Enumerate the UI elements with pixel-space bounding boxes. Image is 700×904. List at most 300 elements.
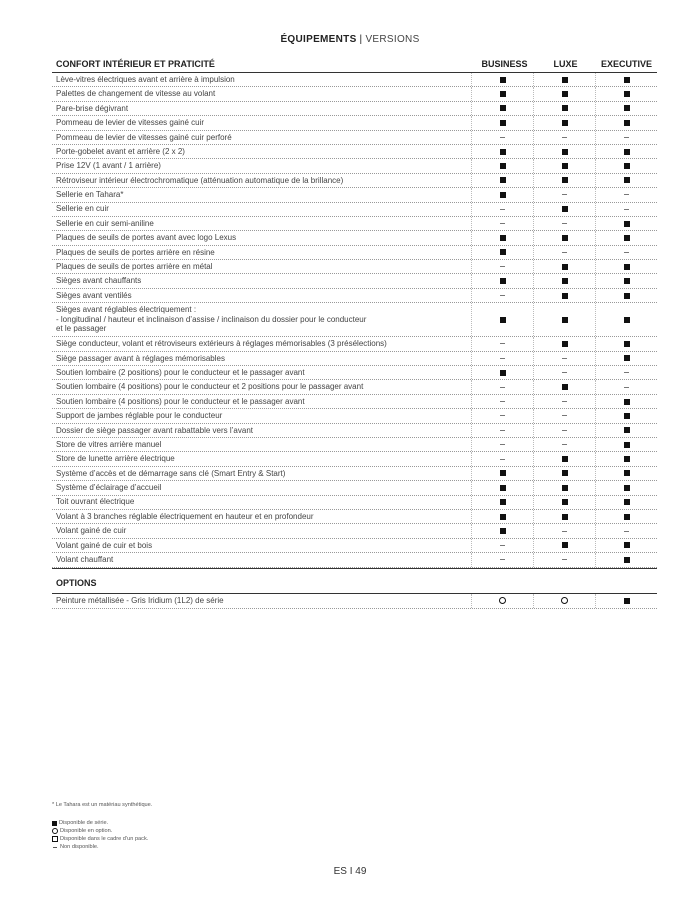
row-label: Système d’accès et de démarrage sans clé (Smart Entry & Start): [56, 468, 286, 478]
table-row: [52, 131, 657, 145]
availability-cell: [471, 246, 533, 259]
table-row: [52, 203, 657, 217]
availability-cell: [533, 352, 595, 365]
standard-square-icon: [562, 456, 568, 462]
not-available-dash-icon: [500, 137, 505, 138]
table-row: [52, 395, 657, 409]
standard-square-icon: [500, 120, 506, 126]
availability-cell: [471, 145, 533, 158]
standard-square-icon: [624, 399, 630, 405]
not-available-dash-icon: [500, 415, 505, 416]
table-row: [52, 352, 657, 366]
column-executive: EXECUTIVE: [600, 58, 652, 69]
standard-square-icon: [624, 499, 630, 505]
availability-cell: [533, 496, 595, 509]
not-available-dash-icon: [562, 444, 567, 445]
not-available-dash-icon: [624, 137, 629, 138]
availability-cell: [471, 352, 533, 365]
standard-square-icon: [562, 341, 568, 347]
row-label: Store de lunette arrière électrique: [56, 454, 175, 464]
table-row: [52, 116, 657, 130]
table-row: [52, 539, 657, 553]
availability-cell: [595, 159, 657, 172]
standard-square-icon: [562, 206, 568, 212]
standard-square-icon: [624, 485, 630, 491]
availability-cell: [533, 217, 595, 230]
availability-cell: [471, 131, 533, 144]
row-label: Plaques de seuils de portes avant avec logo Lexus: [56, 233, 237, 243]
table-row: [52, 246, 657, 260]
standard-square-icon: [500, 105, 506, 111]
availability-cell: [533, 594, 595, 608]
not-available-dash-icon: [624, 209, 629, 210]
availability-cell: [595, 395, 657, 408]
availability-cell: [471, 424, 533, 437]
row-label: Pare-brise dégivrant: [56, 103, 129, 113]
row-label: Volant gainé de cuir: [56, 526, 127, 536]
page-number: ES I 49: [333, 866, 367, 877]
row-label: Volant chauffant: [56, 555, 114, 565]
page-title: [0, 34, 700, 45]
not-available-dash-icon: [562, 223, 567, 224]
section-label-options: OPTIONS: [56, 577, 97, 588]
row-label: Pommeau de levier de vitesses gainé cuir: [56, 118, 205, 128]
availability-cell: [471, 337, 533, 350]
availability-cell: [471, 188, 533, 201]
availability-cell: [595, 116, 657, 129]
availability-cell: [533, 510, 595, 523]
not-available-dash-icon: [500, 387, 505, 388]
standard-square-icon: [624, 105, 630, 111]
standard-square-icon: [624, 77, 630, 83]
row-label: Rétroviseur intérieur électrochromatique (atténuation automatique de la brillance): [56, 175, 344, 185]
availability-cell: [533, 131, 595, 144]
legend-item: [52, 827, 148, 835]
row-label: Sellerie en Tahara*: [56, 190, 124, 200]
availability-cell: [471, 524, 533, 537]
availability-cell: [533, 87, 595, 100]
availability-cell: [533, 424, 595, 437]
standard-square-icon: [500, 370, 506, 376]
standard-square-icon: [562, 499, 568, 505]
availability-cell: [595, 438, 657, 451]
availability-cell: [471, 467, 533, 480]
standard-square-icon: [500, 317, 506, 323]
availability-cell: [595, 424, 657, 437]
table-row: [52, 188, 657, 202]
row-label: Volant à 3 branches réglable électriquement en hauteur et en profondeur: [56, 511, 314, 521]
availability-cell: [471, 496, 533, 509]
row-label: Plaques de seuils de portes arrière en métal: [56, 262, 213, 272]
legend-text: Disponible en option.: [60, 828, 113, 834]
standard-square-icon: [562, 384, 568, 390]
table-row: [52, 274, 657, 288]
availability-cell: [533, 409, 595, 422]
availability-cell: [471, 594, 533, 608]
availability-cell: [595, 303, 657, 336]
standard-square-icon: [562, 177, 568, 183]
standard-square-icon: [562, 120, 568, 126]
availability-cell: [595, 217, 657, 230]
standard-square-icon: [624, 542, 630, 548]
table-row: [52, 481, 657, 495]
row-label: Système d’éclairage d’accueil: [56, 483, 162, 493]
row-label: Volant gainé de cuir et bois: [56, 540, 153, 550]
standard-square-icon: [624, 598, 630, 604]
standard-square-icon: [562, 470, 568, 476]
availability-cell: [533, 452, 595, 465]
availability-cell: [471, 217, 533, 230]
standard-square-icon: [624, 177, 630, 183]
availability-cell: [533, 231, 595, 244]
standard-square-icon: [562, 293, 568, 299]
not-available-dash-icon: [624, 387, 629, 388]
standard-square-icon: [624, 317, 630, 323]
standard-square-icon: [624, 514, 630, 520]
availability-cell: [471, 102, 533, 115]
availability-cell: [471, 87, 533, 100]
availability-cell: [595, 260, 657, 273]
row-label: Dossier de siège passager avant rabattable vers l’avant: [56, 425, 253, 435]
standard-square-icon: [500, 485, 506, 491]
table-row: [52, 73, 657, 87]
availability-cell: [471, 452, 533, 465]
table-row: [52, 87, 657, 101]
standard-square-icon: [624, 235, 630, 241]
standard-square-icon: [562, 77, 568, 83]
availability-cell: [595, 594, 657, 608]
standard-square-icon: [624, 163, 630, 169]
standard-square-icon: [562, 163, 568, 169]
not-available-dash-icon: [500, 295, 505, 296]
availability-cell: [471, 231, 533, 244]
standard-square-icon: [624, 149, 630, 155]
table-row: [52, 303, 657, 337]
table-row: [52, 594, 657, 609]
availability-cell: [471, 274, 533, 287]
not-available-dash-icon: [562, 531, 567, 532]
row-label: Peinture métallisée - Gris Iridium (1L2) de série: [56, 595, 224, 605]
availability-cell: [533, 539, 595, 552]
availability-cell: [595, 337, 657, 350]
availability-cell: [533, 274, 595, 287]
table-row: [52, 366, 657, 380]
equipment-table: [52, 55, 657, 609]
standard-square-icon: [562, 542, 568, 548]
legend-text: Disponible dans le cadre d’un pack.: [60, 836, 149, 842]
row-label: Sièges avant chauffants: [56, 276, 142, 286]
table-row: [52, 159, 657, 173]
table-row: [52, 409, 657, 423]
footnote: * Le Tahara est un matériau synthétique.: [52, 802, 153, 808]
availability-cell: [533, 380, 595, 393]
table-body: [52, 73, 657, 568]
availability-cell: [471, 481, 533, 494]
standard-square-icon: [562, 149, 568, 155]
standard-square-icon: [624, 470, 630, 476]
availability-cell: [533, 145, 595, 158]
standard-square-icon: [562, 105, 568, 111]
column-business: BUSINESS: [481, 58, 528, 69]
row-label: Prise 12V (1 avant / 1 arrière): [56, 161, 161, 171]
standard-square-icon: [500, 163, 506, 169]
availability-cell: [595, 188, 657, 201]
standard-square-icon: [500, 499, 506, 505]
availability-cell: [533, 553, 595, 566]
row-label: Lève-vitres électriques avant et arrière à impulsion: [56, 74, 235, 84]
legend-text: Non disponible.: [60, 844, 99, 850]
not-available-dash-icon: [500, 430, 505, 431]
row-label: Sellerie en cuir semi-aniline: [56, 218, 154, 228]
row-label: Siège passager avant à réglages mémorisables: [56, 353, 225, 363]
availability-cell: [595, 366, 657, 379]
table-row: [52, 337, 657, 351]
not-available-dash-icon: [624, 372, 629, 373]
not-available-dash-icon: [562, 372, 567, 373]
standard-square-icon: [500, 192, 506, 198]
not-available-dash-icon: [624, 194, 629, 195]
row-label: Sellerie en cuir: [56, 204, 109, 214]
not-available-dash-icon: [624, 252, 629, 253]
standard-square-icon: [624, 442, 630, 448]
not-available-dash-icon: [500, 459, 505, 460]
standard-square-icon: [500, 514, 506, 520]
availability-cell: [595, 539, 657, 552]
row-label: Soutien lombaire (4 positions) pour le conducteur et le passager avant: [56, 396, 305, 406]
availability-cell: [595, 231, 657, 244]
standard-square-icon: [500, 235, 506, 241]
standard-square-icon: [500, 91, 506, 97]
standard-square-icon: [562, 91, 568, 97]
availability-cell: [533, 203, 595, 216]
not-available-dash-icon: [562, 401, 567, 402]
standard-square-icon: [500, 528, 506, 534]
row-label: Toit ouvrant électrique: [56, 497, 135, 507]
table-row: [52, 496, 657, 510]
not-available-dash-icon: [562, 137, 567, 138]
dash-icon: [53, 847, 57, 848]
title-separator: |: [359, 34, 363, 45]
standard-square-icon: [624, 120, 630, 126]
table-row: [52, 424, 657, 438]
availability-cell: [533, 246, 595, 259]
availability-cell: [533, 438, 595, 451]
availability-cell: [595, 131, 657, 144]
table-row: [52, 380, 657, 394]
availability-cell: [471, 303, 533, 336]
standard-square-icon: [624, 355, 630, 361]
not-available-dash-icon: [562, 430, 567, 431]
availability-cell: [471, 366, 533, 379]
standard-square-icon: [624, 221, 630, 227]
standard-square-icon: [624, 91, 630, 97]
not-available-dash-icon: [500, 358, 505, 359]
standard-square-icon: [624, 456, 630, 462]
table-row: [52, 524, 657, 538]
option-circle-icon: [561, 597, 568, 604]
availability-cell: [471, 116, 533, 129]
availability-cell: [471, 73, 533, 86]
availability-cell: [595, 73, 657, 86]
availability-cell: [595, 524, 657, 537]
not-available-dash-icon: [562, 194, 567, 195]
table-row: [52, 510, 657, 524]
table-row: [52, 174, 657, 188]
availability-cell: [471, 438, 533, 451]
standard-square-icon: [562, 235, 568, 241]
availability-cell: [471, 174, 533, 187]
availability-cell: [533, 174, 595, 187]
standard-square-icon: [500, 249, 506, 255]
row-label: Store de vitres arrière manuel: [56, 439, 162, 449]
option-circle-icon: [499, 597, 506, 604]
standard-square-icon: [562, 514, 568, 520]
standard-square-icon: [500, 149, 506, 155]
table-row: [52, 102, 657, 116]
row-label: Pommeau de levier de vitesses gainé cuir perforé: [56, 132, 232, 142]
table-row: [52, 231, 657, 245]
availability-cell: [471, 289, 533, 302]
circle-icon: [52, 828, 58, 834]
standard-square-icon: [624, 557, 630, 563]
standard-square-icon: [500, 470, 506, 476]
availability-cell: [533, 481, 595, 494]
availability-cell: [595, 289, 657, 302]
row-label: Porte-gobelet avant et arrière (2 x 2): [56, 146, 185, 156]
availability-cell: [471, 510, 533, 523]
row-label: Siège conducteur, volant et rétroviseurs extérieurs à réglages mémorisables (3 présélections): [56, 339, 387, 349]
legend-text: Disponible de série.: [59, 820, 109, 826]
legend-item: [52, 819, 148, 827]
standard-square-icon: [562, 278, 568, 284]
not-available-dash-icon: [500, 266, 505, 267]
standard-square-icon: [500, 177, 506, 183]
availability-cell: [471, 553, 533, 566]
availability-cell: [533, 159, 595, 172]
options-header: [52, 573, 657, 594]
availability-cell: [595, 274, 657, 287]
table-row: [52, 438, 657, 452]
square-icon: [52, 821, 57, 826]
standard-square-icon: [624, 293, 630, 299]
column-luxe: LUXE: [553, 58, 578, 69]
availability-cell: [471, 409, 533, 422]
availability-cell: [595, 481, 657, 494]
standard-square-icon: [624, 413, 630, 419]
table-header: [52, 55, 657, 73]
not-available-dash-icon: [500, 559, 505, 560]
availability-cell: [471, 395, 533, 408]
not-available-dash-icon: [500, 343, 505, 344]
standard-square-icon: [624, 341, 630, 347]
row-label: Sièges avant ventilés: [56, 290, 132, 300]
not-available-dash-icon: [500, 545, 505, 546]
availability-cell: [533, 102, 595, 115]
table-row: [52, 260, 657, 274]
standard-square-icon: [562, 264, 568, 270]
not-available-dash-icon: [562, 252, 567, 253]
table-row: [52, 452, 657, 466]
table-row: [52, 217, 657, 231]
legend: [52, 819, 148, 851]
availability-cell: [533, 188, 595, 201]
not-available-dash-icon: [562, 415, 567, 416]
not-available-dash-icon: [500, 209, 505, 210]
row-label: Sièges avant réglables électriquement : - longitudinal / hauteur et inclinaison d’assise / inclinaison du dossier pour le conducteur et le passager: [56, 305, 367, 334]
availability-cell: [533, 73, 595, 86]
table-row: [52, 467, 657, 481]
legend-item: [52, 835, 148, 843]
availability-cell: [471, 260, 533, 273]
table-row: [52, 553, 657, 567]
row-label: Palettes de changement de vitesse au volant: [56, 89, 216, 99]
availability-cell: [595, 380, 657, 393]
availability-cell: [471, 539, 533, 552]
row-label: Support de jambes réglable pour le conducteur: [56, 411, 223, 421]
availability-cell: [595, 452, 657, 465]
standard-square-icon: [562, 485, 568, 491]
not-available-dash-icon: [562, 358, 567, 359]
availability-cell: [533, 524, 595, 537]
table-row: [52, 145, 657, 159]
row-label: Soutien lombaire (4 positions) pour le conducteur et 2 positions pour le passager avant: [56, 382, 364, 392]
availability-cell: [595, 510, 657, 523]
availability-cell: [595, 467, 657, 480]
row-label: Soutien lombaire (2 positions) pour le conducteur et le passager avant: [56, 367, 305, 377]
not-available-dash-icon: [500, 223, 505, 224]
standard-square-icon: [500, 278, 506, 284]
options-body: [52, 594, 657, 609]
not-available-dash-icon: [500, 401, 505, 402]
row-label: Plaques de seuils de portes arrière en résine: [56, 247, 215, 257]
availability-cell: [595, 409, 657, 422]
availability-cell: [533, 337, 595, 350]
availability-cell: [533, 366, 595, 379]
availability-cell: [595, 203, 657, 216]
standard-square-icon: [624, 264, 630, 270]
not-available-dash-icon: [500, 444, 505, 445]
availability-cell: [595, 246, 657, 259]
availability-cell: [533, 116, 595, 129]
not-available-dash-icon: [624, 531, 629, 532]
availability-cell: [533, 467, 595, 480]
not-available-dash-icon: [562, 559, 567, 560]
standard-square-icon: [624, 278, 630, 284]
availability-cell: [595, 102, 657, 115]
legend-item: [52, 843, 148, 851]
standard-square-icon: [500, 77, 506, 83]
availability-cell: [595, 174, 657, 187]
availability-cell: [471, 380, 533, 393]
title-main: ÉQUIPEMENTS: [280, 34, 357, 45]
standard-square-icon: [624, 427, 630, 433]
standard-square-icon: [562, 317, 568, 323]
table-row: [52, 289, 657, 303]
pack-square-icon: [52, 836, 58, 842]
availability-cell: [533, 303, 595, 336]
availability-cell: [533, 395, 595, 408]
availability-cell: [595, 352, 657, 365]
availability-cell: [533, 289, 595, 302]
availability-cell: [595, 145, 657, 158]
section-label-comfort: CONFORT INTÉRIEUR ET PRATICITÉ: [56, 58, 215, 69]
availability-cell: [471, 159, 533, 172]
title-sub: VERSIONS: [365, 34, 420, 45]
availability-cell: [595, 87, 657, 100]
availability-cell: [595, 496, 657, 509]
availability-cell: [595, 553, 657, 566]
availability-cell: [533, 260, 595, 273]
